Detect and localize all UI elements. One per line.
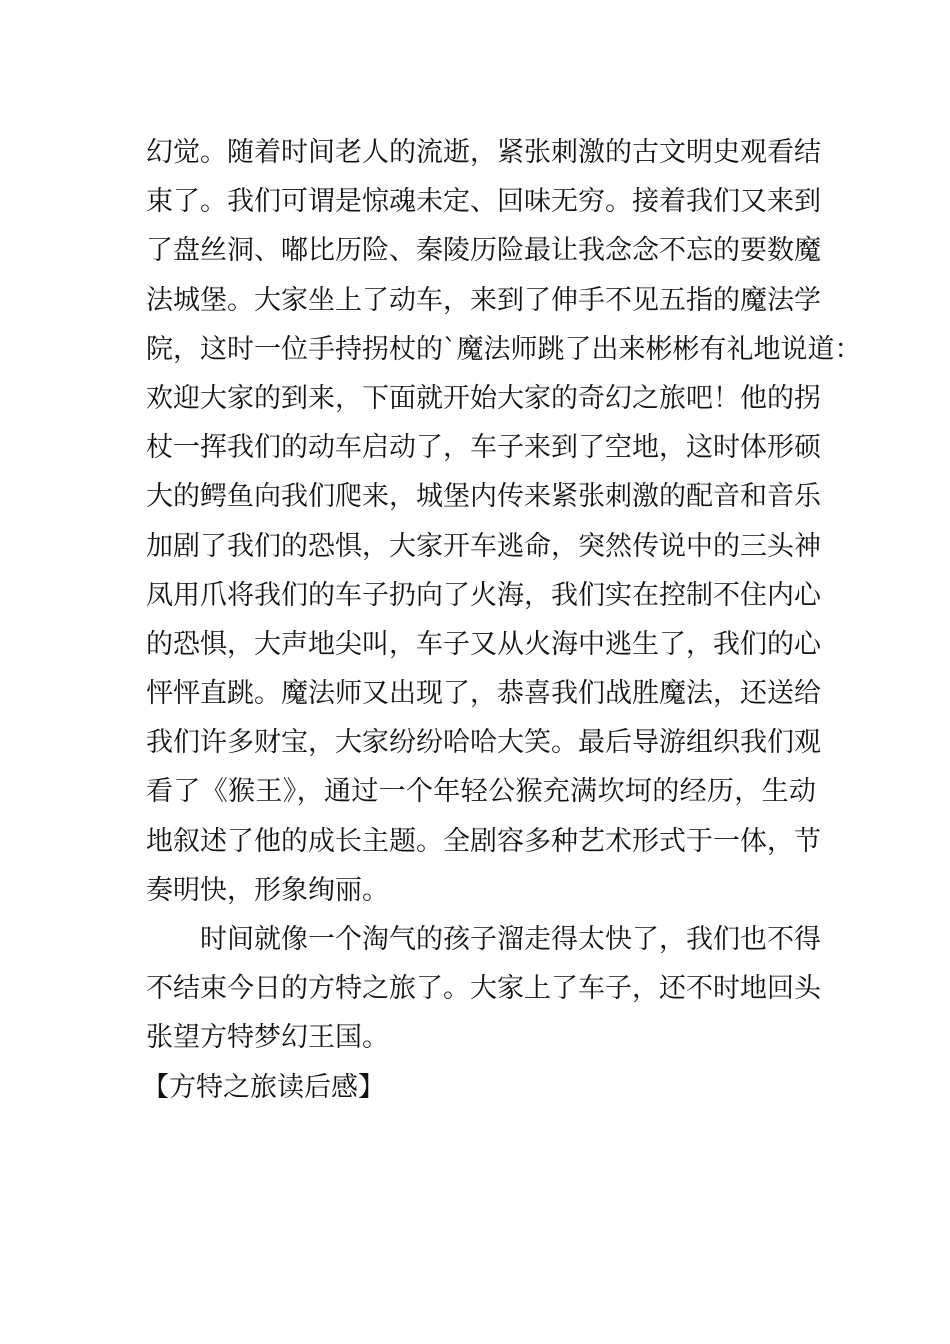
document-body bbox=[142, 128, 862, 1112]
paragraph-line: 奏明快，形象绚丽。 bbox=[146, 874, 389, 906]
paragraph-line: 凤用爪将我们的车子扔向了火海，我们实在控制不住内心 bbox=[146, 579, 821, 611]
paragraph-line: 欢迎大家的到来，下面就开始大家的奇幻之旅吧！他的拐 bbox=[146, 382, 821, 414]
paragraph-line: 看了《猴王》，通过一个年轻公猴充满坎坷的经历，生动 bbox=[146, 776, 816, 808]
paragraph-1 bbox=[146, 128, 862, 915]
paragraph-line: 我们许多财宝，大家纷纷哈哈大笑。最后导游组织我们观 bbox=[146, 727, 821, 759]
paragraph-line: 束了。我们可谓是惊魂未定、回味无穷。接着我们又来到 bbox=[146, 186, 821, 218]
paragraph-line: 了盘丝洞、嘟比历险、秦陵历险最让我念念不忘的要数魔 bbox=[146, 235, 821, 267]
paragraph-line: 的恐惧，大声地尖叫，车子又从火海中逃生了，我们的心 bbox=[146, 628, 821, 660]
paragraph-line: 杖一挥我们的动车启动了，车子来到了空地，这时体形硕 bbox=[146, 432, 821, 464]
paragraph-line: 时间就像一个淘气的孩子溜走得太快了，我们也不得 bbox=[200, 924, 821, 955]
paragraph-line: 法城堡。大家坐上了动车，来到了伸手不见五指的魔法学 bbox=[146, 284, 821, 316]
paragraph-line: 加剧了我们的恐惧，大家开车逃命，突然传说中的三头神 bbox=[146, 530, 821, 562]
paragraph-line: 张望方特梦幻王国。 bbox=[146, 1022, 389, 1054]
paragraph-line: 院，这时一位手持拐杖的`魔法师跳了出来彬彬有礼地说道： bbox=[146, 333, 862, 365]
paragraph-line: 地叙述了他的成长主题。全剧容多种艺术形式于一体，节 bbox=[146, 825, 821, 857]
paragraph-line: 大的鳄鱼向我们爬来，城堡内传来紧张刺激的配音和音乐 bbox=[146, 481, 821, 513]
paragraph-line: 幻觉。随着时间老人的流逝，紧张刺激的古文明史观看结 bbox=[146, 137, 821, 168]
paragraph-line: 不结束今日的方特之旅了。大家上了车子，还不时地回头 bbox=[146, 973, 821, 1005]
paragraph-2 bbox=[146, 915, 821, 1063]
section-heading: 【方特之旅读后感】 bbox=[142, 1071, 385, 1103]
paragraph-line: 怦怦直跳。魔法师又出现了，恭喜我们战胜魔法，还送给 bbox=[146, 678, 821, 710]
